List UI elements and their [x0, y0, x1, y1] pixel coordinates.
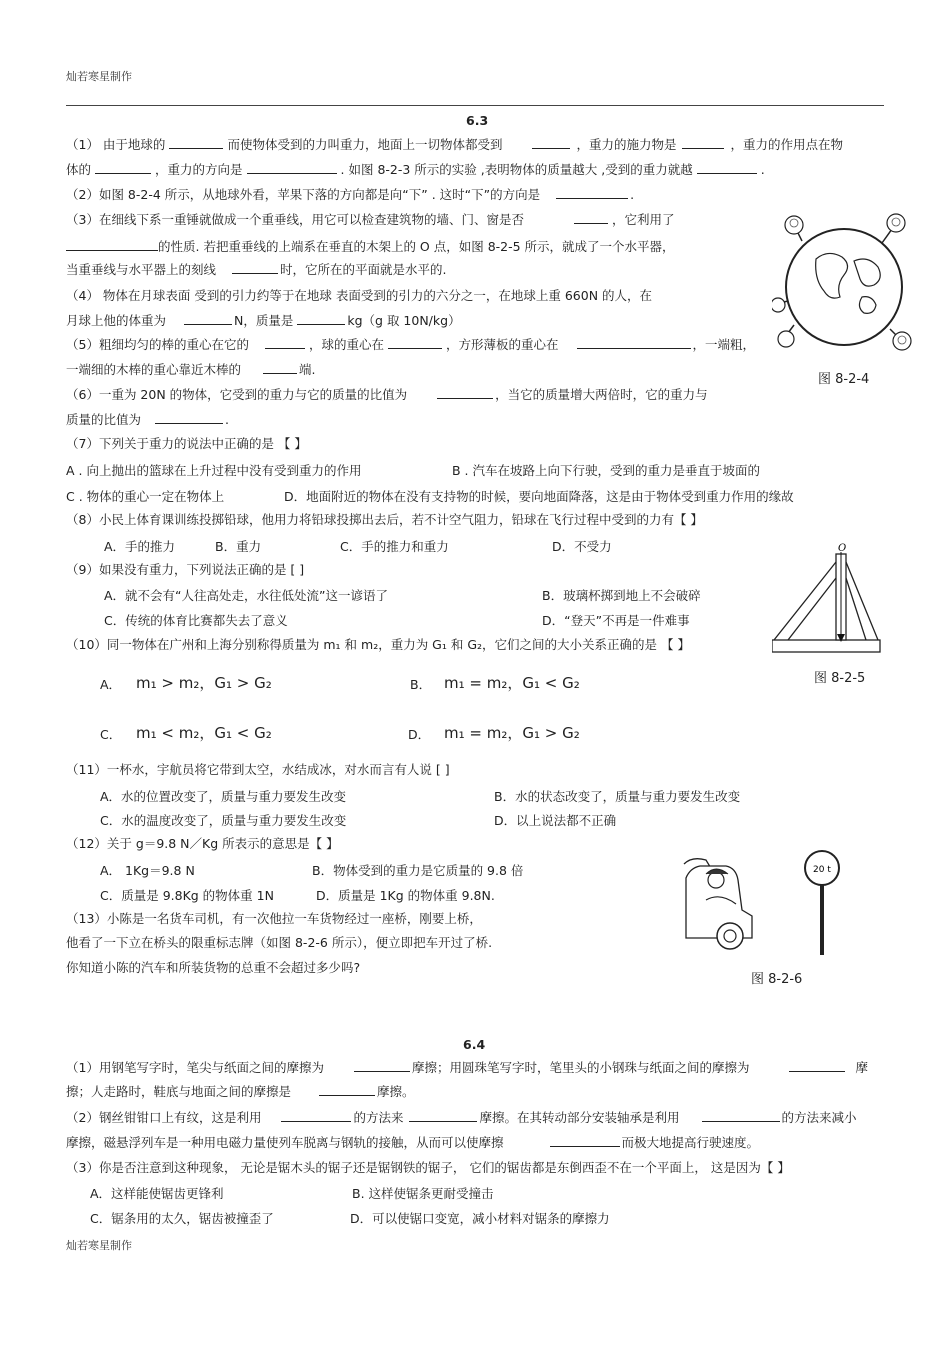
q10-option-b-formula: m₁ = m₂，G₁ < G₂	[444, 674, 580, 692]
s64-q3-option-d: D．可以使锯口变宽，减小材料对锯条的摩擦力	[350, 1211, 610, 1226]
q3-line3: 当重垂线与水平器上的刻线 时，它所在的平面就是水平的.	[66, 262, 447, 277]
earth-apple-trees-figure	[772, 205, 922, 365]
q2-line: （2）如图 8-2-4 所示，从地球外看，苹果下落的方向都是向“下” . 这时“下”的方向是 .	[66, 187, 635, 202]
q12-stem: （12）关于 g＝9.8 N／Kg 所表示的意思是【 】	[66, 836, 339, 851]
q10-option-d-label: D．	[408, 727, 431, 742]
section-title-6-4: 6.4	[463, 1037, 486, 1052]
page-footer-text: 灿若寒星制作	[66, 1239, 132, 1252]
q7-option-c: C . 物体的重心一定在物体上	[66, 489, 225, 504]
s64-q3-option-c: C．锯条用的太久，锯齿被撞歪了	[90, 1211, 274, 1226]
q11-stem: （11）一杯水，宇航员将它带到太空，水结成冰，对水而言有人说 [ ]	[66, 762, 450, 777]
s64-q2-line2: 摩擦，磁悬浮列车是一种用电磁力量使列车脱离与钢轨的接触，从而可以使摩擦 而极大地提高行驶速度。	[66, 1135, 760, 1150]
q13-line2: 他看了一下立在桥头的限重标志牌（如图 8-2-6 所示），便立即把车开过了桥.	[66, 935, 493, 950]
header-rule	[66, 105, 884, 106]
q10-option-b-label: B．	[410, 677, 432, 692]
truck-and-sign-figure	[682, 848, 842, 968]
plumb-level-figure	[772, 542, 882, 658]
s64-q1-line1: （1）用钢笔写字时，笔尖与纸面之间的摩擦为 摩擦；用圆珠笔写字时，笔里头的小钢珠与纸面之间的摩擦为 摩	[66, 1060, 868, 1075]
q8-option-b: B．重力	[215, 539, 262, 554]
q4-line2: 月球上他的体重为 N，质量是 kg（g 取 10N/kg）	[66, 313, 461, 328]
figure-caption-8-2-5: 图 8-2-5	[814, 671, 866, 686]
q7-option-b: B . 汽车在坡路上向下行驶，受到的重力是垂直于坡面的	[452, 463, 760, 478]
q10-option-a-label: A．	[100, 677, 122, 692]
q11-option-c: C．水的温度改变了，质量与重力要发生改变	[100, 813, 347, 828]
q9-option-b: B．玻璃杯掷到地上不会破碎	[542, 588, 701, 603]
q3-line2: 的性质. 若把重垂线的上端系在垂直的木架上的 O 点，如图 8-2-5 所示，就成了一个水平器，	[66, 237, 675, 255]
q11-option-b: B．水的状态改变了，质量与重力要发生改变	[494, 789, 741, 804]
q13-line1: （13）小陈是一名货车司机，有一次他拉一车货物经过一座桥，刚要上桥，	[66, 911, 482, 926]
q1-line2: 体的 ，重力的方向是 . 如图 8-2-3 所示的实验 ,表明物体的质量越大 ,受到的重力就越 .	[66, 162, 765, 177]
q13-line3: 你知道小陈的汽车和所装货物的总重不会超过多少吗?	[66, 960, 361, 975]
s64-q3-option-b: B. 这样使锯条更耐受撞击	[352, 1186, 494, 1201]
q5-line2: 一端细的木棒的重心靠近木棒的 端.	[66, 362, 316, 377]
s64-q3-option-a: A．这样能使锯齿更锋利	[90, 1186, 224, 1201]
q10-option-a-formula: m₁ > m₂，G₁ > G₂	[136, 674, 272, 692]
q4-line1: （4） 物体在月球表面 受到的引力约等于在地球 表面受到的引力的六分之一，在地球上重 660N 的人，在	[66, 288, 653, 303]
pivot-o-label: O	[838, 543, 847, 554]
q10-stem: （10）同一物体在广州和上海分别称得质量为 m₁ 和 m₂，重力为 G₁ 和 G₂，它们之间的大小关系正确的是 【 】	[66, 637, 690, 652]
q10-option-d-formula: m₁ = m₂，G₁ > G₂	[444, 724, 580, 742]
q11-option-d: D．以上说法都不正确	[494, 813, 617, 828]
figure-caption-8-2-6: 图 8-2-6	[751, 972, 803, 987]
q7-option-d: D．地面附近的物体在没有支持物的时候，要向地面降落，这是由于物体受到重力作用的缘故	[284, 489, 794, 504]
q9-option-a: A．就不会有“人往高处走，水往低处流”这一谚语了	[104, 588, 389, 603]
s64-q3-stem: （3）你是否注意到这种现象， 无论是锯木头的锯子还是锯钢铁的锯子， 它们的锯齿都是东倒西歪不在一个平面上， 这是因为【 】	[66, 1160, 790, 1175]
q8-option-c: C．手的推力和重力	[340, 539, 449, 554]
q7-option-a: A . 向上抛出的篮球在上升过程中没有受到重力的作用	[66, 463, 362, 478]
q6-line1: （6）一重为 20N 的物体，它受到的重力与它的质量的比值为 ，当它的质量增大两倍时，它的重力与	[66, 387, 708, 402]
q6-line2: 质量的比值为 .	[66, 412, 229, 427]
q12-option-b: B．物体受到的重力是它质量的 9.8 倍	[312, 863, 524, 878]
q11-option-a: A．水的位置改变了，质量与重力要发生改变	[100, 789, 347, 804]
q7-stem: （7）下列关于重力的说法中正确的是 【 】	[66, 436, 307, 451]
q9-option-d: D．“登天”不再是一件难事	[542, 613, 690, 628]
q8-option-a: A．手的推力	[104, 539, 176, 554]
q10-option-c-label: C．	[100, 727, 122, 742]
q1-line1: （1） 由于地球的 而使物体受到的力叫重力，地面上一切物体都受到 ，重力的施力物是 ，重力的作用点在物	[66, 137, 843, 152]
q8-stem: （8）小民上体育课训练投掷铅球，他用力将铅球投掷出去后，若不计空气阻力，铅球在飞行过程中受到的力有【 】	[66, 512, 703, 527]
s64-q2-line1: （2）钢丝钳钳口上有纹，这是利用 的方法来 摩擦。在其转动部分安装轴承是利用 的方法来减小	[66, 1110, 857, 1125]
s64-q1-line2: 擦；人走路时，鞋底与地面之间的摩擦是 摩擦。	[66, 1084, 415, 1099]
figure-caption-8-2-4: 图 8-2-4	[818, 372, 870, 387]
q3-line1: （3）在细线下系一重锤就做成一个重垂线，用它可以检查建筑物的墙、门、窗是否 ，它利用了	[66, 212, 675, 227]
q9-stem: （9）如果没有重力，下列说法正确的是 [ ]	[66, 562, 305, 577]
section-title-6-3: 6.3	[466, 113, 489, 128]
q12-option-a: A． 1Kg＝9.8 N	[100, 863, 195, 878]
q9-option-c: C．传统的体育比赛都失去了意义	[104, 613, 288, 628]
q8-option-d: D．不受力	[552, 539, 612, 554]
weight-limit-sign-text: 20 t	[813, 865, 831, 875]
q5-line1: （5）粗细均匀的棒的重心在它的 ，球的重心在 ，方形薄板的重心在 ，一端粗，	[66, 337, 756, 352]
page-header-text: 灿若寒星制作	[66, 70, 132, 83]
q10-option-c-formula: m₁ < m₂，G₁ < G₂	[136, 724, 272, 742]
q12-option-c: C．质量是 9.8Kg 的物体重 1N	[100, 888, 274, 903]
q12-option-d: D．质量是 1Kg 的物体重 9.8N.	[316, 888, 495, 903]
